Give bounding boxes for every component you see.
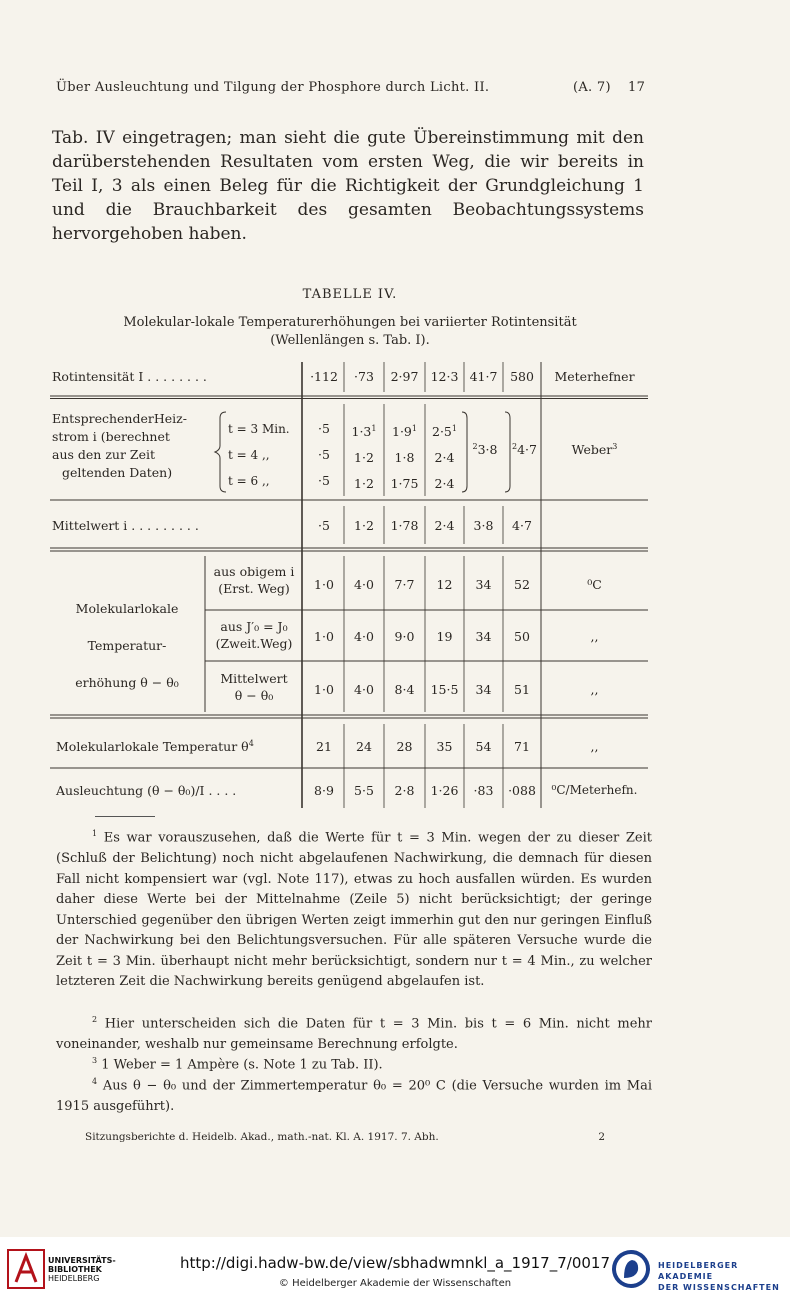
- logo-line: UNIVERSITÄTS-: [48, 1256, 116, 1265]
- time-label: t = 3 Min.: [228, 422, 290, 436]
- label-line: aus J′₀ = J₀: [220, 619, 288, 634]
- footnote-mark: 4: [248, 739, 254, 748]
- table-cell: [425, 416, 464, 445]
- table-cell: ·5: [318, 421, 330, 436]
- table-cell: [384, 416, 425, 445]
- label-text: Molekularlokale Temperatur θ: [56, 739, 249, 755]
- academy-seal-icon: [610, 1248, 652, 1290]
- header-title: Über Ausleuchtung und Tilgung der Phosphore durch Licht. II.: [56, 80, 490, 95]
- table-cell: 4·0: [354, 577, 374, 592]
- table-cell: 1·2: [354, 476, 374, 492]
- cell-value: 2·5: [432, 424, 452, 440]
- table-caption: TABELLE IV.: [302, 287, 398, 302]
- label-line: Temperatur-: [87, 638, 167, 653]
- sub-label: [206, 670, 302, 704]
- logo-line: HEIDELBERGER AKADEMIE: [658, 1261, 739, 1281]
- footnote-number: 2: [92, 1015, 98, 1024]
- cell-value: 4·7: [517, 442, 537, 458]
- logo-line: DER WISSENSCHAFTEN: [658, 1283, 780, 1292]
- row-label: [56, 739, 254, 754]
- table-cell: ·112: [310, 369, 338, 384]
- table-cell: 580: [510, 369, 534, 384]
- table-cell: 1·78: [390, 518, 419, 533]
- table-cell: 1·75: [390, 476, 419, 492]
- time-label: t = 4 ,,: [228, 448, 270, 462]
- permalink-url[interactable]: http://digi.hadw-bw.de/view/sbhadwmnkl_a_1917_7/0017: [179, 1254, 610, 1272]
- footnote-mark: 2: [472, 442, 478, 451]
- cell-value: 3·8: [477, 442, 498, 458]
- table-subtitle-line2: (Wellenlängen s. Tab. I).: [270, 333, 430, 348]
- table-cell: 41·7: [469, 369, 498, 384]
- table-unit: [541, 442, 648, 457]
- table-cell: 21: [316, 739, 332, 754]
- table-cell: 54: [475, 739, 492, 754]
- row-label: Rotintensität I . . . . . . . .: [52, 369, 207, 384]
- label-line: θ − θ₀: [234, 688, 274, 703]
- table-cell: 8·4: [394, 682, 415, 697]
- footnote-mark: 3: [612, 442, 618, 451]
- footnote-text: Es war vorauszusehen, daß die Werte für t = 3 Min. wegen der zu dieser Zeit (Schluß der Belichtung) noch nicht abgelaufenen Nachwirkung, die demnach für diesen Fall nicht kompensiert war (vgl. Note 117), etwas zu hoch ausfallen würden. Es wurden daher diese Werte bei der Mittelnahme (Zeile 5) nicht berücksichtigt; der geringe Unterschied gegenüber den übrigen Werten zeigt immerhin gut den nur geringen Einfluß der Nachwirkung bei den Belichtungsversuchen. Für alle späteren Versuche wurde die Zeit t = 3 Min. überhaupt nicht mehr berücksichtigt, sondern nur t = 4 Min., zu welcher letzteren Zeit die Nachwirkung bereits genügend abgelaufen ist.: [56, 830, 652, 990]
- time-column: [228, 416, 290, 494]
- table-cell: 5·5: [354, 783, 374, 798]
- academy-name: [658, 1260, 790, 1293]
- table-cell: 34: [475, 577, 492, 592]
- table-cell: 1·2: [354, 450, 374, 466]
- cell-value: 1·9: [392, 424, 412, 440]
- table-cell: 19: [436, 629, 453, 644]
- header-ref: (A. 7): [573, 80, 611, 95]
- heiz-col-1: [304, 416, 344, 494]
- footnote-number: 3: [92, 1056, 98, 1065]
- table-cell: ·5: [318, 518, 330, 533]
- table-cell: 34: [475, 682, 492, 697]
- footnote-text: Aus θ − θ₀ und der Zimmertemperatur θ₀ = 20⁰ C (die Versuche wurden im Mai 1915 ausgeführt).: [56, 1078, 652, 1114]
- cell-value: 1·3: [351, 424, 372, 440]
- footnote-2: [56, 1010, 652, 1056]
- copyright-notice: © Heidelberger Akademie der Wissenschaften: [278, 1278, 512, 1289]
- heiz-col-3: [384, 416, 425, 497]
- table-cell: 2·4: [434, 476, 455, 492]
- footnote-mark: 2: [512, 442, 518, 451]
- temperatur-label: [52, 590, 202, 701]
- time-label: t = 6 ,,: [228, 474, 270, 488]
- label-line: EntsprechenderHeiz-: [52, 411, 187, 426]
- intro-paragraph: Tab. IV eingetragen; man sieht die gute Übereinstimmung mit den darüberstehenden Resultaten vom ersten Weg, die wir bereits in Teil I, 3 als einen Beleg für die Richtigkeit der Grundgleichung 1 und die Brauchbarkeit des gesamten Beobachtungssystems hervorgehoben haben.: [52, 128, 644, 244]
- table-cell: 2·4: [434, 518, 455, 533]
- table-cell: 7·7: [394, 577, 415, 592]
- heiz-col-4: [425, 416, 464, 497]
- footnote-4: [56, 1072, 652, 1118]
- table-cell: 34: [475, 629, 492, 644]
- table-cell: 1·26: [430, 783, 459, 798]
- table-cell: 2·4: [434, 450, 455, 466]
- table-cell: 12·3: [430, 369, 459, 384]
- footer-sheet-number: 2: [598, 1131, 605, 1143]
- row-label: Mittelwert i . . . . . . . . .: [52, 518, 199, 533]
- table-cell: 71: [514, 739, 530, 754]
- row-label: Ausleuchtung (θ − θ₀)/I . . . .: [56, 783, 237, 798]
- table-cell: 1·8: [394, 450, 415, 466]
- table-cell: 4·7: [512, 518, 532, 533]
- table-cell: 24: [356, 739, 372, 754]
- table-unit: Meterhefner: [554, 369, 635, 384]
- table-cell: 2·8: [394, 783, 415, 798]
- table-cell: 9·0: [394, 629, 415, 644]
- table-unit: ,,: [590, 629, 599, 644]
- table-cell: 8·9: [314, 783, 334, 798]
- table-cell: 35: [436, 739, 453, 754]
- table-subtitle-line1: Molekular-lokale Temperaturerhöhungen bei variierter Rotintensität: [123, 315, 577, 330]
- table-unit: ,,: [590, 682, 599, 697]
- footnote-number: 1: [92, 829, 98, 838]
- heiz-col-2: [344, 416, 384, 497]
- table-cell: ·83: [473, 783, 494, 798]
- footnote-1: [56, 824, 652, 993]
- logo-line: HEIDELBERG: [48, 1274, 100, 1283]
- label-line: Mittelwert: [220, 671, 288, 686]
- table-cell: 1·0: [314, 629, 334, 644]
- table-unit: ⁰C: [587, 577, 602, 592]
- label-line: geltenden Daten): [62, 465, 173, 480]
- table-cell: 3·8: [473, 518, 494, 533]
- table-cell: 1·2: [354, 518, 374, 533]
- table-unit: ,,: [590, 739, 599, 754]
- logo-line: BIBLIOTHEK: [48, 1265, 102, 1274]
- table-cell: 4·0: [354, 682, 374, 697]
- table-cell: [467, 442, 503, 457]
- table-cell: ·5: [318, 473, 330, 488]
- footnote-mark: 1: [451, 424, 457, 433]
- table-cell: 28: [396, 739, 413, 754]
- table-cell: 4·0: [354, 629, 374, 644]
- label-line: erhöhung θ − θ₀: [75, 675, 179, 690]
- footnote-text: Hier unterscheiden sich die Daten für t = 3 Min. bis t = 6 Min. nicht mehr voneinander, weshalb nur gemeinsame Berechnung erfolgte.: [56, 1016, 652, 1052]
- table-cell: 2·97: [390, 369, 419, 384]
- table-cell: ·5: [318, 447, 330, 462]
- label-line: aus obigem i: [213, 564, 295, 579]
- table-cell: 50: [514, 629, 530, 644]
- heizstrom-label: [52, 410, 212, 482]
- footer-citation: Sitzungsberichte d. Heidelb. Akad., math.-nat. Kl. A. 1917. 7. Abh.: [85, 1131, 439, 1143]
- page-footer: [85, 1131, 605, 1143]
- header-page-number: 17: [628, 80, 646, 95]
- label-line: strom i (berechnet: [52, 429, 170, 444]
- footnote-number: 4: [92, 1077, 98, 1086]
- label-line: Molekularlokale: [75, 601, 179, 616]
- footnote-mark: 1: [371, 424, 377, 433]
- label-line: (Erst. Weg): [218, 581, 290, 596]
- table-cell: 15·5: [430, 682, 459, 697]
- label-line: aus den zur Zeit: [52, 447, 156, 462]
- table-cell: 1·0: [314, 577, 334, 592]
- footnote-text: 1 Weber = 1 Ampère (s. Note 1 zu Tab. II).: [101, 1057, 383, 1073]
- footnote-divider: [95, 816, 155, 817]
- sub-label: [206, 563, 302, 597]
- table-cell: 12: [436, 577, 453, 592]
- table-cell: 51: [514, 682, 530, 697]
- label-line: (Zweit.Weg): [215, 636, 293, 651]
- table-cell: [344, 416, 384, 445]
- table-cell: ·088: [508, 783, 536, 798]
- table-cell: 1·0: [314, 682, 334, 697]
- footnote-mark: 1: [411, 424, 417, 433]
- unit-text: Weber: [571, 442, 613, 458]
- table-cell: ·73: [354, 369, 374, 384]
- table-unit: ⁰C/Meterhefn.: [551, 783, 638, 797]
- table-cell: [508, 442, 541, 457]
- table-cell: 52: [514, 577, 530, 592]
- sub-label: [206, 618, 302, 652]
